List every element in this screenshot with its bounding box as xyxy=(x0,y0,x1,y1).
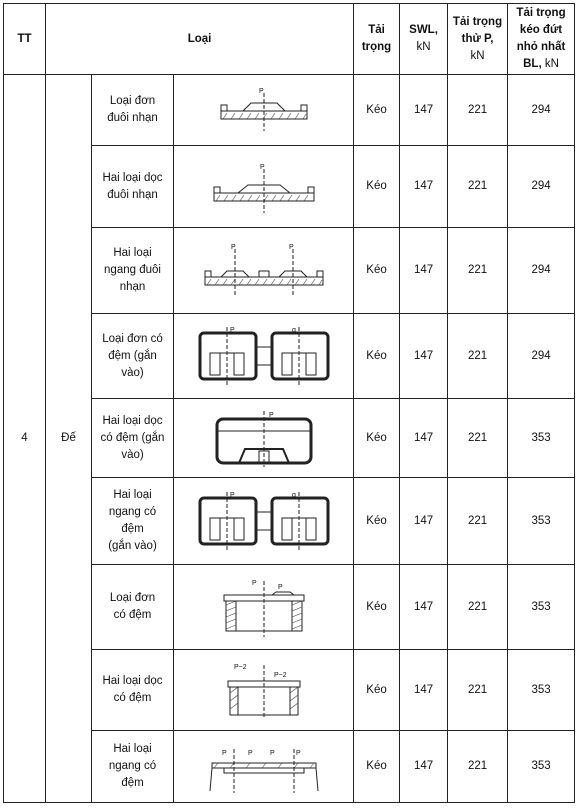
header-test-load: Tải trọng thử P, kN xyxy=(448,4,508,75)
breaking-load-cell: 294 xyxy=(508,228,575,314)
specification-table xyxy=(3,3,575,803)
swl-cell: 147 xyxy=(400,146,448,228)
single-pad-drawing xyxy=(214,575,314,639)
load-label: P xyxy=(221,749,227,757)
load-label: q xyxy=(291,327,296,334)
load-label: P xyxy=(277,584,283,591)
load-label: P xyxy=(295,749,301,757)
header-swl: SWL, kN xyxy=(400,4,448,75)
group-name-cell: Đế xyxy=(46,75,92,803)
load-label: P xyxy=(288,243,294,251)
type-figure xyxy=(174,478,354,565)
breaking-load-cell: 294 xyxy=(508,75,575,146)
swl-cell: 147 xyxy=(400,314,448,399)
load-type-cell: Kéo xyxy=(354,314,400,399)
breaking-load-cell: 353 xyxy=(508,650,575,731)
load-type-cell: Kéo xyxy=(354,478,400,565)
type-description: Hai loại dọc có đệm (gắn vào) xyxy=(92,399,174,478)
test-load-cell: 221 xyxy=(448,228,508,314)
test-load-cell: 221 xyxy=(448,731,508,803)
type-figure xyxy=(174,399,354,478)
swl-cell: 147 xyxy=(400,650,448,731)
type-figure xyxy=(174,731,354,803)
single-padded-socket-drawing xyxy=(194,323,334,389)
test-load-cell: 221 xyxy=(448,565,508,650)
double-transverse-padded-drawing xyxy=(194,488,334,554)
load-label: P xyxy=(229,327,235,334)
load-label: q xyxy=(291,492,296,499)
swl-cell: 147 xyxy=(400,478,448,565)
load-type-cell: Kéo xyxy=(354,399,400,478)
breaking-load-cell: 294 xyxy=(508,314,575,399)
load-label: P xyxy=(258,88,264,95)
header-type: Loại xyxy=(46,4,354,75)
type-figure xyxy=(174,146,354,228)
load-label: P−2 xyxy=(273,672,287,679)
load-type-cell: Kéo xyxy=(354,565,400,650)
swl-cell: 147 xyxy=(400,565,448,650)
table-row xyxy=(4,75,575,146)
type-description: Hai loại ngang có đệm xyxy=(92,731,174,803)
load-type-cell: Kéo xyxy=(354,650,400,731)
load-label: P xyxy=(269,749,275,757)
load-type-cell: Kéo xyxy=(354,228,400,314)
type-figure xyxy=(174,565,354,650)
load-label: P xyxy=(230,243,236,251)
load-label: P xyxy=(251,580,257,587)
single-dovetail-socket-drawing xyxy=(209,85,319,135)
breaking-load-cell: 353 xyxy=(508,565,575,650)
test-load-cell: 221 xyxy=(448,650,508,731)
breaking-load-cell: 294 xyxy=(508,146,575,228)
double-transverse-pad-drawing xyxy=(204,739,324,795)
header-load: Tải trọng xyxy=(354,4,400,75)
header-row xyxy=(4,4,575,75)
type-description: Hai loại ngang có đệm (gắn vào) xyxy=(92,478,174,565)
double-longitudinal-pad-drawing xyxy=(214,659,314,721)
type-description: Hai loại dọc có đệm xyxy=(92,650,174,731)
type-figure xyxy=(174,314,354,399)
load-type-cell: Kéo xyxy=(354,146,400,228)
type-description: Loại đơn có đệm (gắn vào) xyxy=(92,314,174,399)
test-load-cell: 221 xyxy=(448,478,508,565)
swl-cell: 147 xyxy=(400,75,448,146)
breaking-load-cell: 353 xyxy=(508,399,575,478)
type-description: Hai loại ngang đuôi nhạn xyxy=(92,228,174,314)
test-load-cell: 221 xyxy=(448,75,508,146)
double-longitudinal-dovetail-drawing xyxy=(204,157,324,217)
group-tt-cell: 4 xyxy=(4,75,46,803)
load-label: P xyxy=(268,412,274,419)
type-description: Loại đơn đuôi nhạn xyxy=(92,75,174,146)
breaking-load-cell: 353 xyxy=(508,478,575,565)
type-description: Loại đơn có đệm xyxy=(92,565,174,650)
test-load-cell: 221 xyxy=(448,146,508,228)
load-label: P xyxy=(247,749,253,757)
load-type-cell: Kéo xyxy=(354,731,400,803)
type-figure xyxy=(174,75,354,146)
test-load-cell: 221 xyxy=(448,314,508,399)
type-description: Hai loại dọc đuôi nhạn xyxy=(92,146,174,228)
header-breaking-load: Tải trọng kéo đứt nhỏ nhất BL, kN xyxy=(508,4,575,75)
double-longitudinal-padded-drawing xyxy=(209,407,319,469)
type-figure xyxy=(174,650,354,731)
load-label: P xyxy=(259,163,265,171)
header-tt: TT xyxy=(4,4,46,75)
double-transverse-dovetail-drawing xyxy=(199,239,329,303)
load-label: P xyxy=(229,492,235,499)
type-figure xyxy=(174,228,354,314)
test-load-cell: 221 xyxy=(448,399,508,478)
swl-cell: 147 xyxy=(400,228,448,314)
load-label: P−2 xyxy=(233,664,247,671)
load-type-cell: Kéo xyxy=(354,75,400,146)
breaking-load-cell: 353 xyxy=(508,731,575,803)
swl-cell: 147 xyxy=(400,731,448,803)
swl-cell: 147 xyxy=(400,399,448,478)
